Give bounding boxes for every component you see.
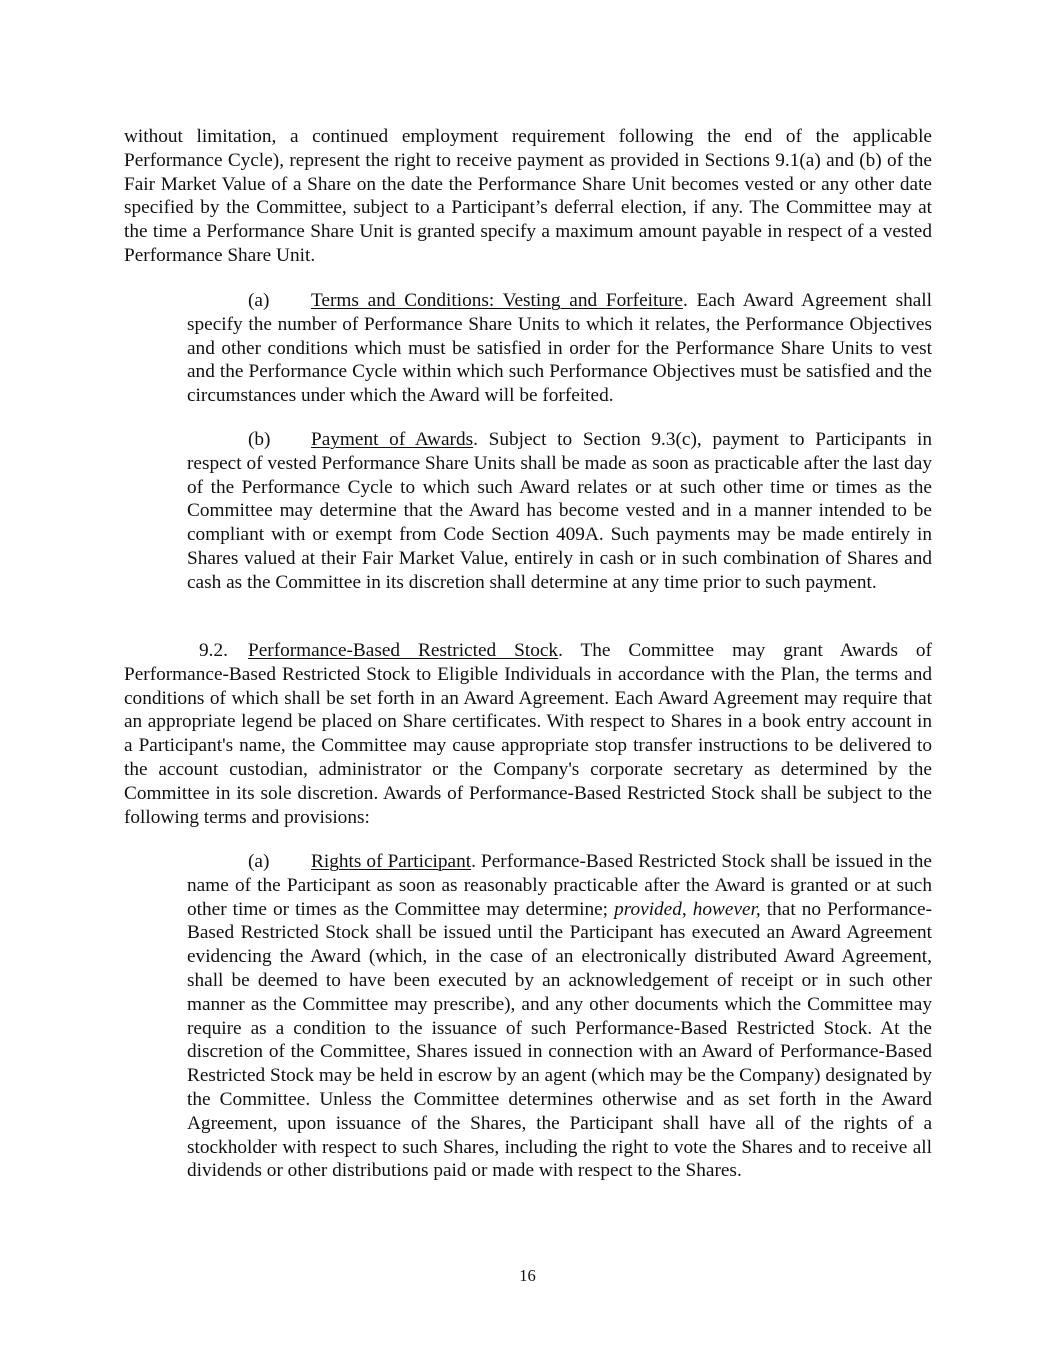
section-9-2-label: 9.2. <box>199 640 228 661</box>
section-9-2-text: . The Committee may grant Awards of Performance-Based Restricted Stock to Eligible Individuals in accordance with the Plan, the terms and conditions of which shall be set forth in an Award Agreement. Each Award Agreement may require that an appropriate legend be placed on Share certificates. With respect to Shares in a book entry account in a Participant's name, the Committee may cause appropriate stop transfer instructions to be delivered to the account custodian, administrator or the Company's corporate secretary as determined by the Committee in its sole discretion. Awards of Performance-Based Restricted Stock shall be subject to the following terms and provisions: <box>124 640 932 828</box>
section-9-2-a <box>187 850 932 1183</box>
section-9-1-b <box>187 428 932 595</box>
section-9-2-a-text-after: that no Performance-Based Restricted Stock shall be issued until the Participant has executed an Award Agreement evidencing the Award (which, in the case of an electronically distributed Award Agreement, shall be deemed to have been executed by an acknowledgement of receipt or in such other manner as the Committee may prescribe), and any other documents which the Committee may require as a condition to the issuance of such Performance-Based Restricted Stock. At the discretion of the Committee, Shares issued in connection with an Award of Performance-Based Restricted Stock may be held in escrow by an agent (which may be the Company) designated by the Committee. Unless the Committee determines otherwise and as set forth in the Award Agreement, upon issuance of the Shares, the Participant shall have all of the rights of a stockholder with respect to such Shares, including the right to vote the Shares and to receive all dividends or other distributions paid or made with respect to the Shares. <box>187 898 933 1182</box>
section-9-2-a-text-before: . Performance-Based Restricted Stock shall be issued in the name of the Participant as soon as reasonably practicable after the Award is granted or at such other time or times as the Committee may determine; <box>187 851 932 920</box>
section-9-1-b-label: (b) <box>248 429 271 450</box>
section-9-2-a-label: (a) <box>248 851 270 872</box>
section-9-1-b-text: . Subject to Section 9.3(c), payment to Participants in respect of vested Performance Share Units shall be made as soon as practicable after the last day of the Performance Cycle to which such Award relates or at such other time or times as the Committee may determine that the Award has become vested and in a manner intended to be compliant with or exempt from Code Section 409A. Such payments may be made entirely in Shares valued at their Fair Market Value, entirely in cash or in such combination of Shares and cash as the Committee in its discretion shall determine at any time prior to such payment. <box>187 429 932 593</box>
section-9-1-a <box>187 289 932 408</box>
section-9-2-heading: Performance-Based Restricted Stock <box>248 640 559 661</box>
section-9-1-a-heading: Terms and Conditions: Vesting and Forfeiture <box>311 290 683 311</box>
intro-paragraph <box>124 125 932 268</box>
section-9-1-a-text: . Each Award Agreement shall specify the number of Performance Share Units to which it relates, the Performance Objectives and other conditions which must be satisfied in order for the Performance Share Units to vest and the Performance Cycle within which such Performance Objectives must be satisfied and the circumstances under which the Award will be forfeited. <box>187 290 932 407</box>
page-number: 16 <box>519 1266 536 1285</box>
section-9-1-a-label: (a) <box>248 290 270 311</box>
intro-text: without limitation, a continued employment requirement following the end of the applicable Performance Cycle), represent the right to receive payment as provided in Sections 9.1(a) and (b) of the Fair Market Value of a Share on the date the Performance Share Unit becomes vested or any other date specified by the Committee, subject to a Participant’s deferral election, if any. The Committee may at the time a Performance Share Unit is granted specify a maximum amount payable in respect of a vested Performance Share Unit. <box>124 126 932 266</box>
section-9-2-a-heading: Rights of Participant <box>311 851 472 872</box>
section-9-2 <box>124 639 932 829</box>
section-9-2-a-italic: provided, however, <box>614 898 761 920</box>
section-9-1-b-heading: Payment of Awards <box>311 429 474 450</box>
